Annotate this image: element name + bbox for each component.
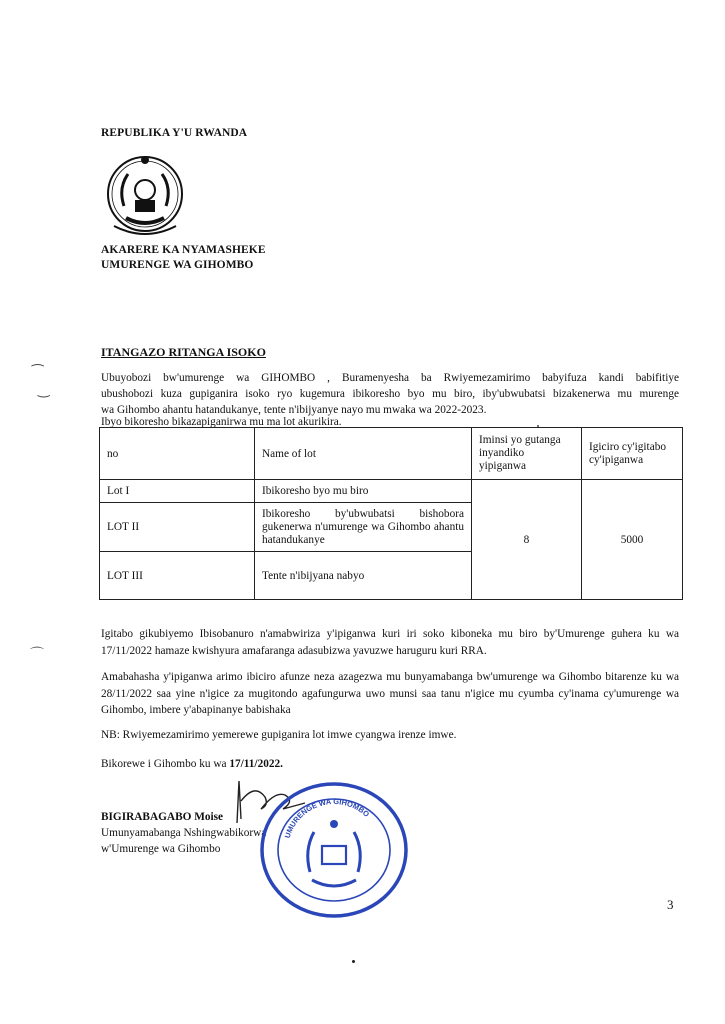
lots-table [99, 427, 683, 600]
stamp-text: UMURENGE WA GIHOMBO [282, 796, 372, 840]
lot-number: Lot I [100, 480, 255, 503]
table-row [100, 480, 683, 503]
signatory-office: w'Umurenge wa Gihombo [101, 843, 221, 855]
table-header-row [100, 428, 683, 480]
paragraph-bid-submission: Amabahasha y'ipiganwa arimo ibiciro afunze neza azagezwa mu bunyamabanga bw'umurenge wa Gihombo bitarenze ku wa 28/11/2022 saa yine n'igice za mugitondo agafungurwa uwo munsi saa tanu n'igice mu cyumba cy'inama cy'umurenge wa Gihombo, imbere y'abapinanye babishaka [101, 671, 679, 716]
national-seal-emblem [104, 146, 186, 242]
republic-heading: REPUBLIKA Y'U RWANDA [101, 127, 248, 139]
intro-line: Ubuyobozi bw'umurenge wa GIHOMBO , Buramenyesha ba Rwiyemezamirimo babyifuza kandi babifitiye [101, 372, 679, 384]
intro-line: wa Gihombo ahantu hatandukanye, tente n'ibijyanye nayo mu mwaka wa 2022-2023. [101, 404, 487, 416]
lot-name: Ibikoresho by'ubwubatsi bishobora gukenerwa n'umurenge wa Gihombo ahantu hatandukanye [255, 503, 472, 552]
official-stamp [258, 780, 410, 920]
sector-heading: UMURENGE WA GIHOMBO [101, 259, 254, 271]
signatory-role: Umunyamabanga Nshingwabikorwa [101, 827, 267, 839]
margin-mark: ⁀ [32, 366, 44, 381]
lot-number: LOT III [100, 552, 255, 600]
header-days: Iminsi yo gutanga inyandiko yipiganwa [472, 428, 582, 480]
price-value: 5000 [582, 480, 683, 600]
notice-title: ITANGAZO RITANGA ISOKO [101, 345, 266, 359]
page-number: 3 [667, 897, 674, 912]
lot-name: Ibikoresho byo mu biro [255, 480, 472, 503]
intro-line: Ibyo bikoresho bikazapiganirwa mu ma lot akurikira. [101, 416, 342, 428]
district-heading: AKARERE KA NYAMASHEKE [101, 244, 266, 256]
header-price: Igiciro cy'igitabo cy'ipiganwa [582, 428, 683, 480]
intro-line: ubushobozi kuza gupiganira isoko ryo kugemura ibikoresho byo mu biro, iby'ubwubatsi bizakenerwa mu murenge [101, 388, 679, 400]
paragraph-tender-document: Igitabo gikubiyemo Ibisobanuro n'amabwiriza y'ipiganwa kuri iri soko kiboneka mu biro by'Umurenge guhera ku wa 17/11/2022 hamaze kwishyura amafaranga adasubizwa yavuzwe haruguru kuri RRA. [101, 628, 679, 657]
scan-speck [352, 960, 355, 963]
header-no: no [100, 428, 255, 480]
scan-speck [537, 425, 539, 427]
days-value: 8 [472, 480, 582, 600]
margin-mark: ⌒ [30, 648, 44, 663]
done-at-line [101, 756, 679, 773]
signatory-name: BIGIRABAGABO Moise [101, 811, 224, 823]
paragraph-nb: NB: Rwiyemezamirimo yemerewe gupiganira lot imwe cyangwa irenze imwe. [101, 729, 457, 741]
margin-mark: ‿ [38, 383, 50, 398]
lot-name: Tente n'ibijyana nabyo [255, 552, 472, 600]
done-at-text: Bikorewe i Gihombo ku wa [101, 758, 230, 770]
header-name: Name of lot [255, 428, 472, 480]
done-at-date: 17/11/2022. [229, 758, 283, 770]
lot-number: LOT II [100, 503, 255, 552]
